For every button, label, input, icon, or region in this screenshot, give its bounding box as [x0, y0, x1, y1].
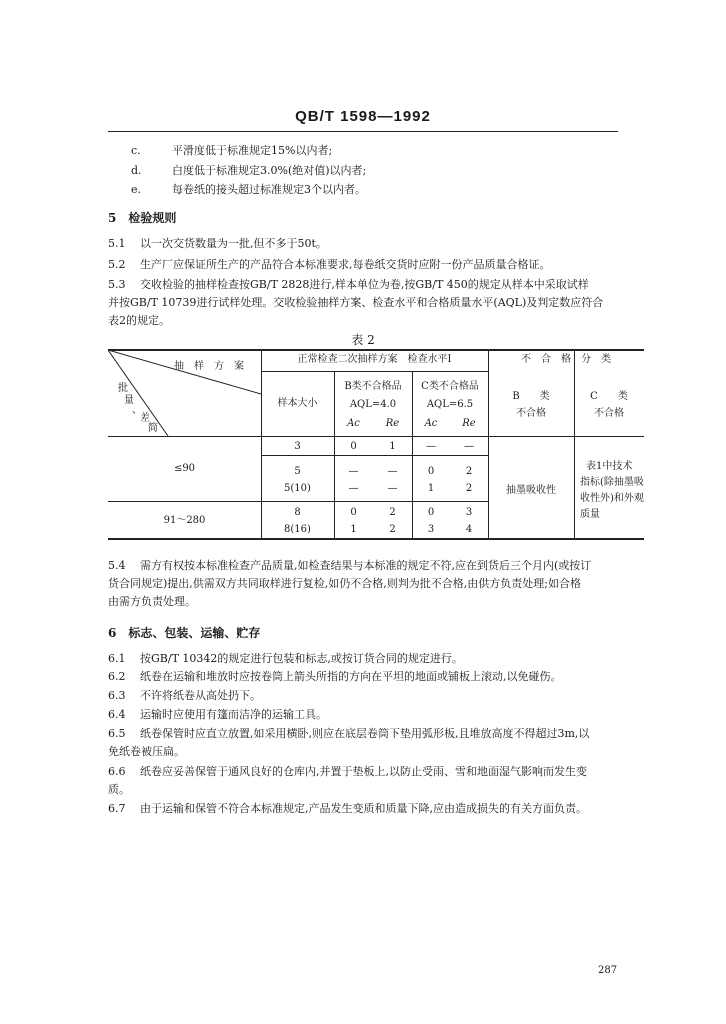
- clause-6-7-num: 6.7: [108, 802, 126, 815]
- clause-6-6-line1: 纸卷应妥善保管于通风良好的仓库内,并置于垫板上,以防止受雨、雪和地面湿气影响而发生变: [140, 765, 587, 778]
- table-2: [108, 349, 644, 539]
- clause-5-4-line1: 需方有权按本标准检查产品质量,如检查结果与本标准的规定不符,应在到货后三个月内(或按订: [140, 559, 592, 572]
- list-item-e: 每卷纸的接头超过标准规定3个以内者。: [172, 183, 366, 196]
- clause-5-2-text: 生产厂应保证所生产的产品符合本标准要求,每卷纸交货时应附一份产品质量合格证。: [140, 258, 551, 271]
- diag-header-left-char: 差: [140, 413, 150, 424]
- c-class-content-line: 表1中技术: [586, 461, 633, 472]
- table-cell-c-ac: 0: [427, 507, 435, 518]
- c-class-content-line: 质量: [580, 509, 600, 520]
- clause-5-1-num: 5.1: [108, 237, 126, 250]
- clause-6-4-num: 6.4: [108, 708, 126, 721]
- table-bottom-border: [108, 538, 644, 540]
- clause-6-1-num: 6.1: [108, 652, 126, 665]
- table-cell-size: 3: [294, 441, 301, 452]
- nonconformity-class-header: 不 合 格 分 类: [521, 354, 611, 365]
- header-rule: [108, 131, 618, 132]
- table-rule: [261, 455, 488, 456]
- clause-5-3-line1: 交收检验的抽样检查按GB/T 2828进行,样本单位为卷,按GB/T 450的规定从样本中采取试样: [140, 278, 589, 291]
- clause-5-1-text: 以一次交货数量为一批,但不多于50t。: [140, 237, 327, 250]
- table-col-line: [488, 349, 489, 539]
- clause-6-1-text: 按GB/T 10342的规定进行包装和标志,或按订货合同的规定进行。: [140, 652, 463, 665]
- clause-6-3-num: 6.3: [108, 689, 126, 702]
- table-cell-b-ac: 0: [350, 441, 357, 452]
- c-class-header-2: 不合格: [594, 408, 624, 419]
- table-cell-c-ac: 3: [427, 524, 435, 535]
- table-cell-size: 8(16): [284, 524, 311, 535]
- table-cell-c-ac: —: [426, 441, 436, 452]
- c-re-header: Re: [462, 418, 476, 429]
- clause-5-3-line2: 并按GB/T 10739进行试样处理。交收检验抽样方案、检查水平和合格质量水平(AQL)及判定数应符合: [108, 296, 604, 309]
- table-cell-b-re: 2: [389, 507, 396, 518]
- table-cell-b-ac: 1: [350, 524, 357, 535]
- batch-size-le90: ≤90: [173, 463, 196, 474]
- clause-6-2-text: 纸卷在运输和堆放时应按卷筒上箭头所指的方向在平坦的地面或铺板上滚动,以免碰伤。: [140, 670, 562, 683]
- clause-6-5-num: 6.5: [108, 727, 126, 740]
- sample-size-header: 样本大小: [277, 398, 318, 409]
- table-rule: [261, 371, 488, 372]
- clause-5-4-num: 5.4: [108, 559, 126, 572]
- table-2-caption: 表 2: [351, 333, 375, 347]
- diag-header-left-char: 量: [124, 395, 134, 406]
- plan-header: 正常检查二次抽样方案 检查水平Ⅰ: [297, 354, 452, 365]
- list-mark-c: c.: [131, 144, 141, 157]
- clause-6-6-num: 6.6: [108, 765, 126, 778]
- b-ac-header: Ac: [347, 418, 360, 429]
- list-mark-e: e.: [131, 183, 142, 196]
- clause-5-4-line2: 货合同规定)提出,供需双方共同取样进行复检,如仍不合格,则判为批不合格,由供方负责处理;如合格: [108, 577, 581, 590]
- clause-5-2-num: 5.2: [108, 258, 126, 271]
- batch-size-91-280: 91～280: [163, 515, 206, 526]
- section-5-title: 5 检验规则: [108, 211, 177, 225]
- table-cell-b-ac: —: [348, 466, 359, 477]
- table-cell-c-re: 4: [465, 524, 473, 535]
- list-item-d: 白度低于标准规定3.0%(绝对值)以内者;: [172, 164, 367, 177]
- clause-6-5-line1: 纸卷保管时应直立放置,如采用横卧,则应在底层卷筒下垫用弧形板,且堆放高度不得超过3m,以: [140, 727, 590, 740]
- clause-6-2-num: 6.2: [108, 670, 126, 683]
- c-class-content-line: 指标(除抽墨吸: [580, 477, 644, 488]
- clause-5-4-line3: 由需方负责处理。: [108, 595, 196, 608]
- clause-6-3-text: 不许将纸卷从高处扔下。: [140, 689, 261, 702]
- table-col-line: [574, 349, 575, 539]
- table-group-divider: [108, 501, 488, 502]
- standard-header: QB/T 1598—1992: [295, 108, 431, 125]
- table-cell-size: 8: [294, 507, 301, 518]
- list-item-c: 平滑度低于标准规定15%以内者;: [172, 144, 333, 157]
- b-class-header-2: 不合格: [516, 408, 546, 419]
- table-cell-b-re: 1: [389, 441, 396, 452]
- table-cell-b-re: 2: [389, 524, 396, 535]
- table-cell-c-re: 2: [465, 483, 473, 494]
- table-cell-c-ac: 1: [427, 483, 435, 494]
- b-class-header: B 类: [512, 391, 550, 402]
- clause-6-7-text: 由于运输和保管不符合本标准规定,产品发生变质和质量下降,应由造成损失的有关方面负责。: [140, 802, 587, 815]
- c-class-content-line: 收性外)和外观: [580, 493, 644, 504]
- page-number: 287: [598, 965, 618, 976]
- table-cell-b-re: —: [387, 466, 398, 477]
- table-cell-b-ac: —: [348, 483, 359, 494]
- table-cell-b-re: —: [387, 483, 398, 494]
- table-cell-b-ac: 0: [350, 507, 357, 518]
- table-cell-c-ac: 0: [427, 466, 435, 477]
- b-class-content: 抽墨吸收性: [506, 485, 556, 496]
- c-aql: AQL=6.5: [426, 399, 474, 410]
- diag-header-top: 抽 样 方 案: [174, 361, 244, 372]
- diag-header-left-char: 、: [132, 405, 142, 416]
- table-cell-size: 5(10): [284, 483, 311, 494]
- clause-6-5-line2: 免纸卷被压扁。: [108, 745, 185, 758]
- list-mark-d: d.: [131, 164, 142, 177]
- clause-5-3-line3: 表2的规定。: [108, 314, 170, 327]
- table-cell-size: 5: [294, 466, 301, 477]
- clause-6-6-line2: 质。: [108, 783, 130, 796]
- c-class-header: C 类: [590, 391, 628, 402]
- b-nonconforming-header: B类不合格品: [344, 381, 402, 392]
- clause-6-4-text: 运输时应使用有篷而洁净的运输工具。: [140, 708, 327, 721]
- section-6-title: 6 标志、包装、运输、贮存: [108, 626, 261, 640]
- diag-header-left-char: 批: [118, 383, 128, 394]
- table-cell-c-re: 3: [465, 507, 473, 518]
- b-re-header: Re: [385, 418, 400, 429]
- table-cell-c-re: —: [464, 441, 474, 452]
- diag-header-left-char: 简: [148, 423, 158, 434]
- clause-5-3-num: 5.3: [108, 278, 126, 291]
- table-cell-c-re: 2: [465, 466, 473, 477]
- c-ac-header: Ac: [424, 418, 438, 429]
- b-aql: AQL=4.0: [349, 399, 397, 410]
- c-nonconforming-header: C类不合格品: [421, 381, 479, 392]
